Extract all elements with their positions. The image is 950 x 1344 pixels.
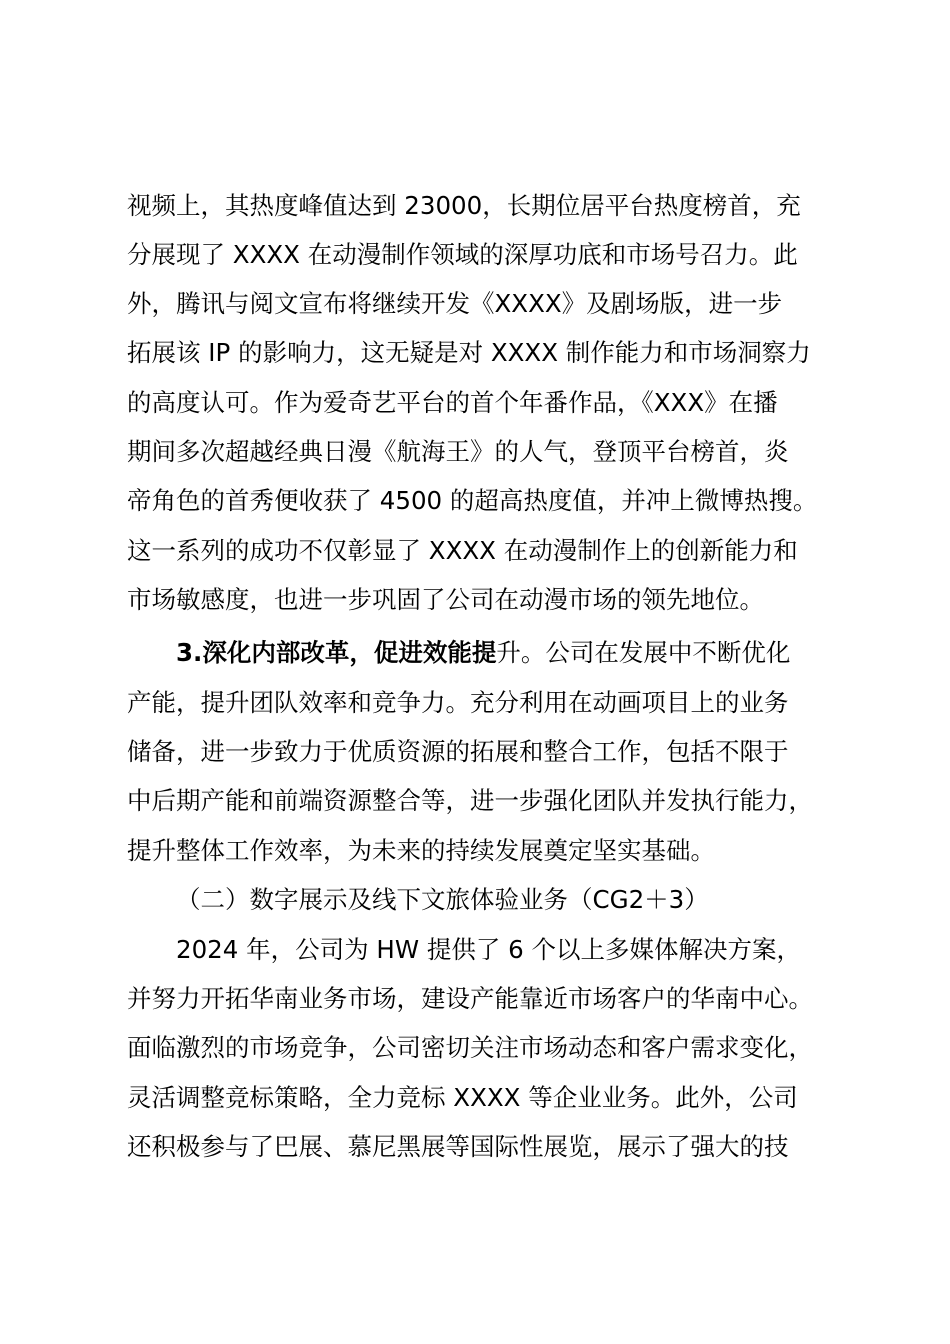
paragraph-line: 的高度认可。作为爱奇艺平台的首个年番作品，《XXX》在播 — [127, 388, 778, 417]
paragraph-line: 期间多次超越经典日漫《航海王》的人气，登顶平台榜首，炎 — [127, 437, 789, 466]
section-3-first-line — [176, 638, 896, 668]
paragraph-line: 面临激烈的市场竞争，公司密切关注市场动态和客户需求变化， — [127, 1033, 813, 1062]
paragraph-line: 拓展该 IP 的影响力，这无疑是对 XXXX 制作能力和市场洞察力 — [127, 338, 811, 367]
paragraph-line: 并努力开拓华南业务市场，建设产能靠近市场客户的华南中心。 — [127, 984, 813, 1013]
paragraph-line: 帝角色的首秀便收获了 4500 的超高热度值，并冲上微博热搜。 — [127, 486, 818, 515]
paragraph-line: 这一系列的成功不仅彰显了 XXXX 在动漫制作上的创新能力和 — [127, 536, 798, 565]
paragraph-line: 外，腾讯与阅文宣布将继续开发《XXXX》及剧场版，进一步 — [127, 289, 783, 318]
section-3-first-tail: 升。公司在发展中不断优化 — [496, 638, 791, 667]
subsection-title: （二）数字展示及线下文旅体验业务（CG2＋3） — [176, 885, 709, 914]
paragraph-line: 市场敏感度，也进一步巩固了公司在动漫市场的领先地位。 — [127, 585, 764, 614]
paragraph-line: 分展现了 XXXX 在动漫制作领域的深厚功底和市场号召力。此 — [127, 240, 798, 269]
paragraph-line: 产能，提升团队效率和竞争力。充分利用在动画项目上的业务 — [127, 688, 789, 717]
section-3-heading: 3.深化内部改革，促进效能提 — [176, 638, 497, 667]
paragraph-line: 视频上，其热度峰值达到 23000，长期位居平台热度榜首，充 — [127, 191, 801, 220]
paragraph-line: 储备，进一步致力于优质资源的拓展和整合工作，包括不限于 — [127, 737, 789, 766]
paragraph-line: 2024 年，公司为 HW 提供了 6 个以上多媒体解决方案， — [176, 935, 802, 964]
paragraph-line: 还积极参与了巴展、慕尼黑展等国际性展览，展示了强大的技 — [127, 1132, 789, 1161]
paragraph-line: 灵活调整竞标策略，全力竞标 XXXX 等企业业务。此外，公司 — [127, 1083, 798, 1112]
paragraph-line: 中后期产能和前端资源整合等，进一步强化团队并发执行能力， — [127, 786, 813, 815]
paragraph-line: 提升整体工作效率，为未来的持续发展奠定坚实基础。 — [127, 836, 715, 865]
